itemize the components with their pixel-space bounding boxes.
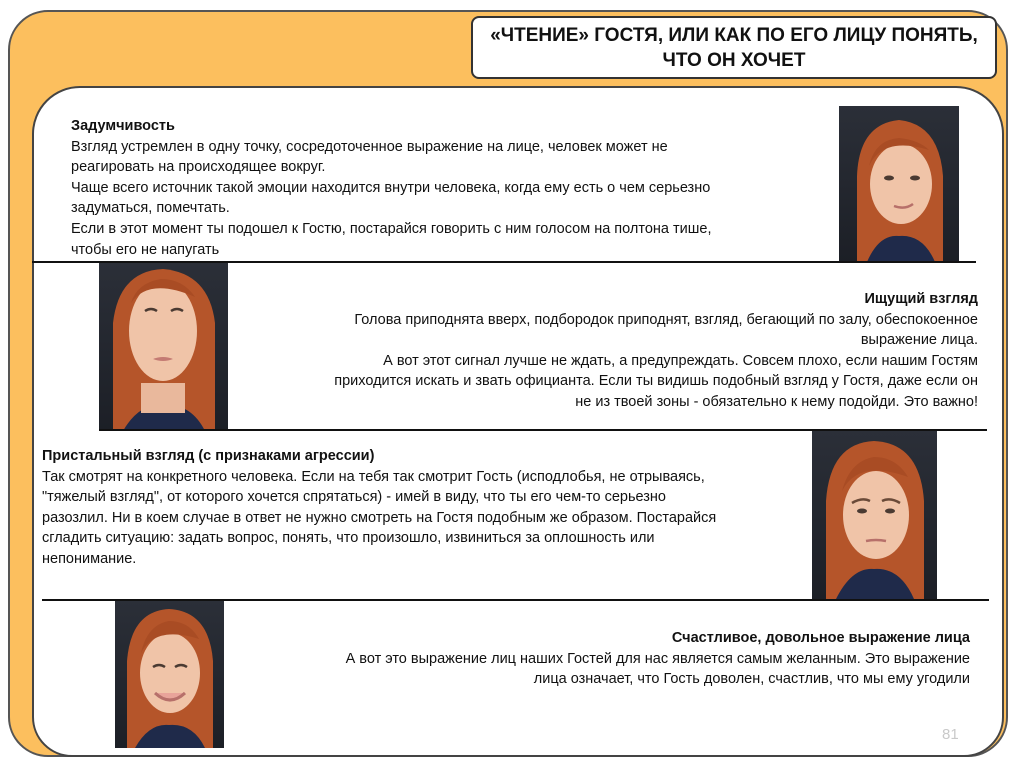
section-line: А вот этот сигнал лучше не ждать, а предупреждать. Совсем плохо, если нашим Гостям [383, 352, 978, 369]
section-line: Так смотрят на конкретного человека. Если на тебя так смотрит Гость (исподлобья, не отрываясь, [42, 468, 705, 485]
title-line-2: ЧТО ОН ХОЧЕТ [662, 49, 806, 71]
section-line: не из твоей зоны - обязательно к нему подойди. Это важно! [575, 393, 978, 410]
section-staring [42, 446, 812, 570]
section-line: приходится искать и звать официанта. Если ты видишь подобный взгляд у Гостя, даже если он [334, 373, 978, 390]
section-happy [240, 628, 970, 690]
section-heading: Пристальный взгляд (с признаками агрессии) [42, 448, 375, 464]
section-line: Если в этот момент ты подошел к Гостю, постарайся говорить с ним голосом на полтона тише, [71, 220, 712, 237]
section-line: лица означает, что Гость доволен, счастлив, что мы ему угодили [533, 671, 970, 688]
section-line: выражение лица. [860, 332, 978, 349]
face-photo-happy [115, 601, 224, 748]
section-line: сгладить ситуацию: задать вопрос, понять, что произошло, извиниться за оплошность или [42, 530, 655, 547]
section-line: Взгляд устремлен в одну точку, сосредоточенное выражение на лице, человек может не [71, 138, 668, 155]
section-line: Голова приподнята вверх, подбородок приподнят, взгляд, бегающий по залу, обеспокоенное [354, 311, 978, 328]
face-photo-staring [812, 431, 937, 599]
page-number: 81 [942, 726, 959, 743]
section-line: разозлил. Ни в коем случае в ответ не нужно смотреть на Гостя подобным же образом. Постарайся [42, 509, 717, 526]
section-searching [250, 289, 978, 413]
face-photo-thoughtful [839, 106, 959, 262]
slide-title [471, 16, 997, 79]
section-line: чтобы его не напугать [71, 241, 220, 258]
section-thoughtfulness [71, 116, 831, 260]
section-heading: Счастливое, довольное выражение лица [671, 630, 970, 646]
section-heading: Задумчивость [71, 118, 175, 134]
section-heading: Ищущий взгляд [864, 291, 978, 307]
face-photo-searching [99, 263, 228, 431]
section-line: задуматься, помечтать. [71, 200, 230, 217]
section-line: Чаще всего источник такой эмоции находится внутри человека, когда ему есть о чем серьезно [71, 179, 711, 196]
section-line: А вот это выражение лиц наших Гостей для нас является самым желанным. Это выражение [345, 650, 970, 667]
section-line: "тяжелый взгляд", от которого хочется спрятаться) - имей в виду, что ты его чем-то серьезно [42, 489, 666, 506]
title-line-1: «ЧТЕНИЕ» ГОСТЯ, ИЛИ КАК ПО ЕГО ЛИЦУ ПОНЯТЬ, [490, 24, 978, 46]
section-line: реагировать на происходящее вокруг. [71, 159, 326, 176]
section-line: непонимание. [42, 550, 137, 567]
